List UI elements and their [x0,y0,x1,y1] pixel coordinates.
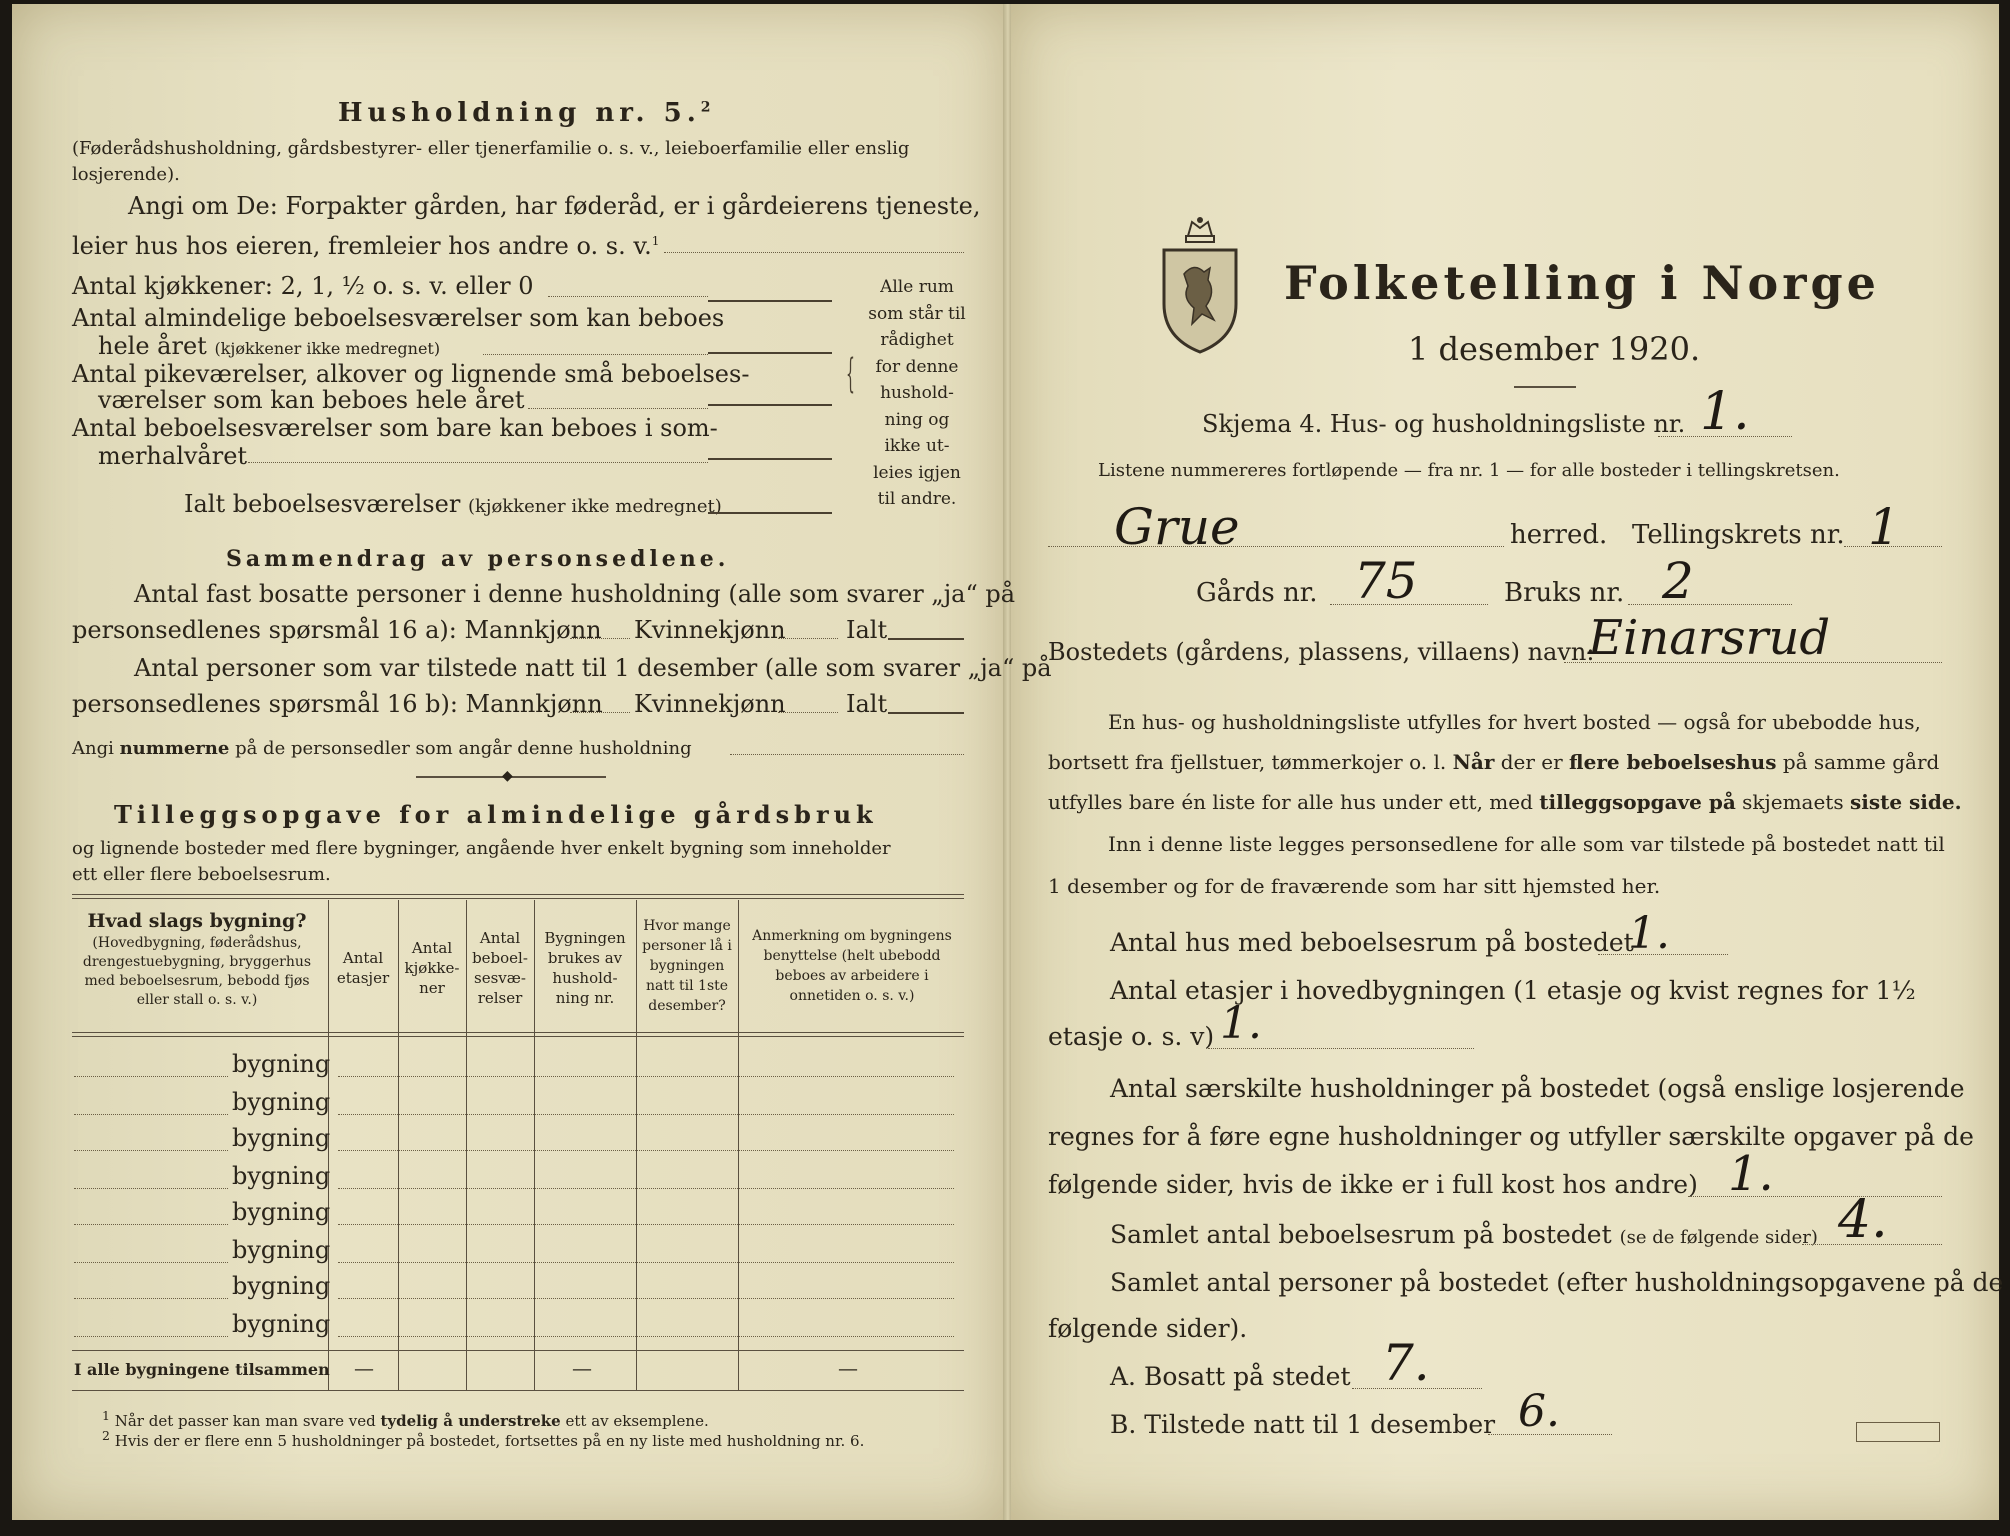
total-rooms-answer[interactable] [708,512,832,514]
summary-1-female-label: Kvinnekjønn [634,616,786,644]
th-rooms: Antal beboel-sesvæ-relser [472,929,528,1007]
col-sep-3 [466,900,467,1390]
floors-label-1: Antal etasjer i hovedbygningen (1 etasje og kvist regnes for 1½ [1110,976,1916,1005]
summer-rooms-label-2: merhalvåret [98,442,248,470]
households-line [1688,1196,1942,1197]
schema-label: Skjema 4. Hus- og husholdningsliste nr. [1202,410,1686,438]
row-cells[interactable] [338,1262,954,1263]
coat-of-arms-icon [1158,214,1242,358]
summer-answer[interactable] [708,458,832,460]
houses-value[interactable]: 1. [1628,908,1670,959]
kitchens-dots [548,296,708,297]
herred-value[interactable]: Grue [1114,498,1240,556]
th-kitchens: Antal kjøkke-ner [404,939,460,997]
total-used-dash: — [572,1356,592,1380]
ordinary-rooms-label-2: hele året (kjøkkener ikke medregnet) [98,332,441,360]
maid-rooms-label-1: Antal pikeværelser, alkover og lignende små beboelses- [72,360,750,388]
persons-label-2: følgende sider). [1048,1314,1248,1343]
krets-value[interactable]: 1 [1868,498,1900,556]
ask-answer-line[interactable] [664,252,964,253]
schema-number[interactable]: 1. [1700,382,1750,442]
resident-label: A. Bosatt på stedet [1110,1362,1351,1391]
summary-1-total[interactable] [888,638,964,640]
summary-title: Sammendrag av personsedlene. [226,546,730,572]
ordinary-answer[interactable] [708,352,832,354]
side-note: Alle rum som står til rådighet for denne hushold- ning og ikke ut- leies igjen til andre. [868,277,966,509]
households-value[interactable]: 1. [1728,1146,1774,1202]
row-cells[interactable] [338,1114,954,1115]
total-rooms-label: Ialt beboelsesværelser (kjøkkener ikke medregnet) [184,490,722,518]
th-used-by: Bygningen brukes av hushold-ning nr. [544,929,626,1007]
maid-dots [528,408,708,409]
rooms-total-label: Samlet antal beboelsesrum på bostedet (se de følgende sider) [1110,1220,1818,1249]
col-sep-6 [738,900,739,1390]
building-type-input[interactable] [74,1076,228,1077]
footnote-2: $^2$ Hvis der er flere enn 5 husholdninger på bostedet, fortsettes på en ny liste med husholdning nr. 6. [102,1428,865,1450]
summer-dots [248,462,708,463]
summary-2b: personsedlenes spørsmål 16 b): Mannkjønn [72,690,603,718]
table-total-rule [72,1350,964,1351]
footnote-1: $^1$ Når det passer kan man svare ved tydelig å understreke ett av eksemplene. [102,1408,709,1430]
building-type-input[interactable] [74,1336,228,1337]
addon-sub-2: ett eller flere beboelsesrum. [72,864,331,885]
bruks-line [1628,604,1792,605]
col-sep-4 [534,900,535,1390]
household-subtitle: (Føderådshusholdning, gårdsbestyrer- eller tjenerfamilie o. s. v., leieboerfamilie eller enslig losjerende). [72,138,910,185]
th-building-type: Hvad slags bygning? (Hovedbygning, føderådshus, drengestuebygning, bryggerhus med beboelsesrum, bebodd fjøs eller stall o. s. v.) [82,910,312,1008]
numbering-note: Listene nummereres fortløpende — fra nr. 1 — for alle bosteder i tellingskretsen. [1098,460,1840,481]
census-form-spread [8,4,2002,1532]
table-bottom-rule [72,1390,964,1391]
table-header-rule [72,1032,964,1033]
summary-2-female[interactable] [778,712,838,713]
row-cells[interactable] [338,1188,954,1189]
building-type-input[interactable] [74,1262,228,1263]
households-label-2: regnes for å føre egne husholdninger og utfyller særskilte opgaver på de [1048,1122,1974,1151]
addon-sub-1: og lignende bosteder med flere bygninger, angående hver enkelt bygning som inneholder [72,838,891,859]
title-rule [1514,386,1576,388]
krets-label: Tellingskrets nr. [1632,520,1845,550]
summary-2a: Antal personer som var tilstede natt til 1 desember (alle som svarer „ja“ på [134,654,1052,682]
row-label: bygning [232,1236,331,1264]
addon-title: Tilleggsopgave for almindelige gårdsbruk [114,800,878,829]
table-top-rule-2 [72,898,964,899]
th-persons: Hvor mange personer lå i bygningen natt til 1ste desember? [642,918,732,1014]
instr-1: En hus- og husholdningsliste utfylles for hvert bosted — også for ubebodde hus, [1108,710,1921,734]
row-label: bygning [232,1124,331,1152]
side-brace: { [846,351,855,397]
building-type-input[interactable] [74,1298,228,1299]
summary-2-total[interactable] [888,712,964,714]
row-cells[interactable] [338,1224,954,1225]
total-remarks-dash: — [838,1356,858,1380]
floors-value[interactable]: 1. [1220,998,1262,1049]
row-label: bygning [232,1050,331,1078]
bosted-label: Bostedets (gårdens, plassens, villaens) navn: [1048,638,1595,666]
main-title: Folketelling i Norge [1284,256,1880,310]
ask-line-1: Angi om De: Forpakter gården, har føderåd, er i gårdeierens tjeneste, [128,192,981,220]
numbers-answer[interactable] [730,754,964,755]
resident-value[interactable]: 7. [1382,1334,1430,1392]
row-label: bygning [232,1088,331,1116]
households-label-1: Antal særskilte husholdninger på bostedet (også enslige losjerende [1110,1074,1965,1103]
row-label: bygning [232,1310,331,1338]
instr-4: Inn i denne liste legges personsedlene for alle som var tilstede på bostedet natt til [1108,832,1945,856]
th-floors: Antal etasjer [336,949,390,987]
present-value[interactable]: 6. [1518,1386,1560,1437]
summer-rooms-label-1: Antal beboelsesværelser som bare kan beboes i som- [72,414,718,442]
row-label: bygning [232,1162,331,1190]
bosted-value[interactable]: Einarsrud [1588,610,1831,666]
houses-label: Antal hus med beboelsesrum på bostedet [1110,928,1634,957]
maid-rooms-label-2: værelser som kan beboes hele året [98,386,525,414]
col-sep-2 [398,900,399,1390]
instr-3: utfylles bare én liste for alle hus under ett, med tilleggsopgave på skjemaets siste side. [1048,790,1962,814]
summary-2-female-label: Kvinnekjønn [634,690,786,718]
gards-label: Gårds nr. [1196,578,1318,608]
summary-1-female[interactable] [778,638,838,639]
census-date: 1 desember 1920. [1408,330,1701,368]
kitchens-answer[interactable] [708,300,832,302]
row-label: bygning [232,1198,331,1226]
printer-stamp [1856,1422,1940,1442]
row-cells[interactable] [338,1298,954,1299]
household-title: Husholdning nr. 5.$^2$ [338,98,716,128]
total-floors-dash: — [354,1356,374,1380]
ordinary-rooms-label-1: Antal almindelige beboelsesværelser som kan beboes [72,304,725,332]
summary-1a: Antal fast bosatte personer i denne husholdning (alle som svarer „ja“ på [134,580,1016,608]
present-label: B. Tilstede natt til 1 desember [1110,1410,1496,1439]
summary-2-total-label: Ialt [846,690,888,718]
row-cells[interactable] [338,1150,954,1151]
building-type-input[interactable] [74,1150,228,1151]
floors-label-2: etasje o. s. v) [1048,1022,1215,1051]
building-type-input[interactable] [74,1224,228,1225]
summary-1-male[interactable] [570,638,630,639]
gards-value[interactable]: 75 [1354,552,1418,610]
divider-ornament: ◆ [502,768,513,784]
households-label-3: følgende sider, hvis de ikke er i full kost hos andre) [1048,1170,1698,1199]
table-top-rule [72,894,964,895]
table-total-label: I alle bygningene tilsammen [74,1360,330,1379]
building-type-input[interactable] [74,1114,228,1115]
col-sep-5 [636,900,637,1390]
numbers-label: Angi nummerne på de personsedler som angår denne husholdning [72,738,692,759]
rooms-total-value[interactable]: 4. [1838,1190,1888,1250]
instr-5: 1 desember og for de fraværende som har sitt hjemsted her. [1048,874,1661,898]
bruks-label: Bruks nr. [1504,578,1625,608]
herred-label: herred. [1510,520,1608,550]
persons-label-1: Samlet antal personer på bostedet (efter husholdningsopgavene på de [1110,1268,2004,1297]
building-type-input[interactable] [74,1188,228,1189]
row-label: bygning [232,1272,331,1300]
bruks-value[interactable]: 2 [1662,552,1694,610]
kitchens-label: Antal kjøkkener: 2, 1, ½ o. s. v. eller 0 [72,272,534,300]
th-remarks: Anmerkning om bygningens benyttelse (helt ubebodd beboes av arbeidere i onnetiden o. s. v.) [752,928,952,1004]
summary-2-male[interactable] [570,712,630,713]
maid-answer[interactable] [708,404,832,406]
summary-1b: personsedlenes spørsmål 16 a): Mannkjønn [72,616,602,644]
ordinary-dots [483,354,708,355]
row-cells[interactable] [338,1076,954,1077]
summary-1-total-label: Ialt [846,616,888,644]
row-cells[interactable] [338,1336,954,1337]
table-header-rule-2 [72,1036,964,1037]
ask-line-2: leier hus hos eieren, fremleier hos andre o. s. v.$^1$ [72,232,660,260]
instr-2: bortsett fra fjellstuer, tømmerkojer o. l. Når der er flere beboelseshus på samme gård [1048,750,1940,774]
